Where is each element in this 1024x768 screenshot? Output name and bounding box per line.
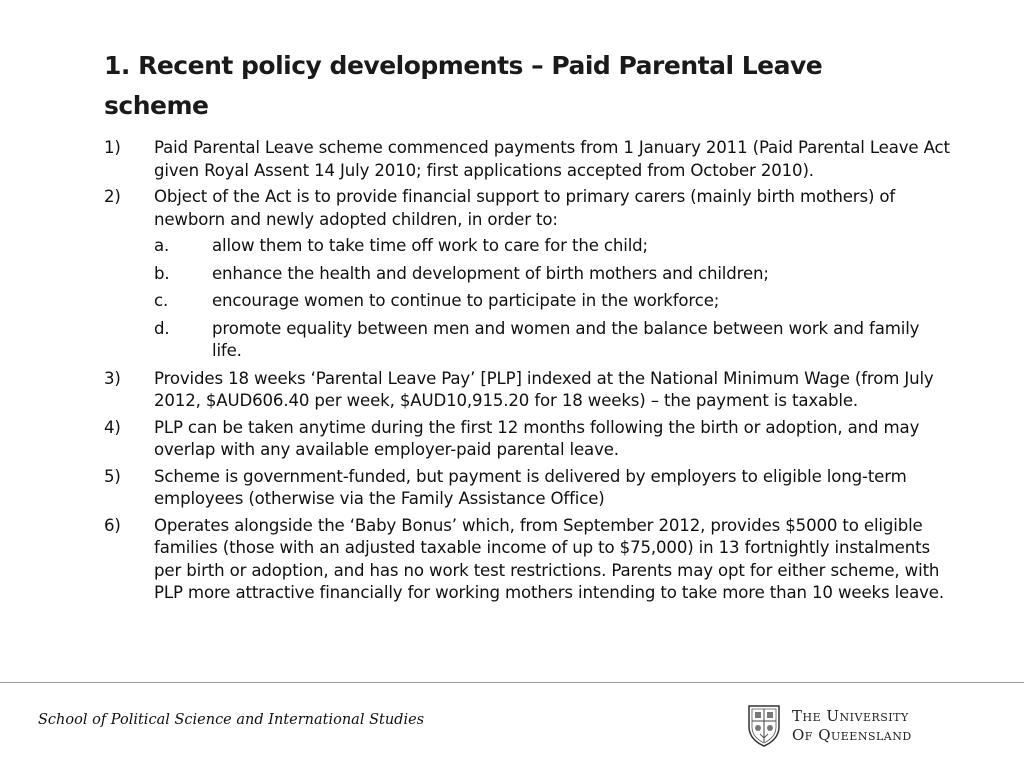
sub-list-item	[154, 263, 954, 286]
item-number: 1)	[104, 138, 121, 157]
item-number: 4)	[104, 417, 121, 437]
sub-item-text: encourage women to continue to participate in the workforce;	[212, 291, 720, 310]
sub-item-text: allow them to take time off work to care for the child;	[212, 236, 648, 255]
sub-item-letter: a.	[154, 236, 170, 255]
list-item	[104, 417, 954, 462]
list-item	[104, 368, 954, 413]
item-number: 5)	[104, 466, 121, 486]
university-name-line1: The University	[792, 707, 909, 725]
list-item	[104, 186, 954, 363]
sub-item-text: promote equality between men and women and the balance between work and family life.	[212, 318, 920, 360]
sub-item-text: enhance the health and development of birth mothers and children;	[212, 263, 769, 283]
university-crest-icon	[746, 703, 782, 747]
sub-list-item	[154, 318, 954, 363]
university-name	[792, 707, 912, 745]
sub-item-letter: b.	[154, 263, 170, 283]
list-item	[104, 137, 954, 182]
item-text: Provides 18 weeks ‘Parental Leave Pay’ [PLP] indexed at the National Minimum Wage (from July 2012, $AUD606.40 per week, $AUD10,915.20 for 18 weeks) – the payment is taxable.	[154, 368, 934, 410]
university-logo	[746, 703, 932, 749]
item-number: 2)	[104, 187, 121, 206]
item-text: Object of the Act is to provide financial support to primary carers (mainly birth mothers) of newborn and newly adopted children, in order to:	[154, 187, 896, 229]
university-name-line2: Of Queensland	[792, 726, 912, 744]
item-text: Scheme is government-funded, but payment is delivered by employers to eligible long-term employees (otherwise via the Family Assistance Office)	[154, 466, 907, 508]
sub-list-item	[154, 290, 954, 313]
sub-list-item	[154, 235, 954, 258]
slide-title: 1. Recent policy developments – Paid Parental Leave scheme	[104, 51, 823, 120]
policy-list	[104, 137, 954, 609]
sub-item-letter: c.	[154, 291, 169, 310]
sub-item-letter: d.	[154, 318, 170, 338]
item-text: Operates alongside the ‘Baby Bonus’ which, from September 2012, provides $5000 to eligible families (those with an adjusted taxable income of up to $75,000) in 13 fortnightly instalments per birth or adoption, and has no work test restrictions. Parents may opt for either scheme, with PLP more attractive financially for working mothers intending to take more than 10 weeks leave.	[154, 515, 944, 602]
sub-list	[154, 235, 954, 363]
list-item	[104, 466, 954, 511]
list-item	[104, 515, 954, 605]
footer-divider	[0, 682, 1024, 683]
item-number: 6)	[104, 515, 121, 535]
item-number: 3)	[104, 368, 121, 388]
item-text: PLP can be taken anytime during the first 12 months following the birth or adoption, and may overlap with any available employer-paid parental leave.	[154, 417, 920, 459]
item-text: Paid Parental Leave scheme commenced payments from 1 January 2011 (Paid Parental Leave Act given Royal Assent 14 July 2010; first applications accepted from October 2010).	[154, 138, 950, 180]
school-name: School of Political Science and International Studies	[38, 712, 425, 728]
